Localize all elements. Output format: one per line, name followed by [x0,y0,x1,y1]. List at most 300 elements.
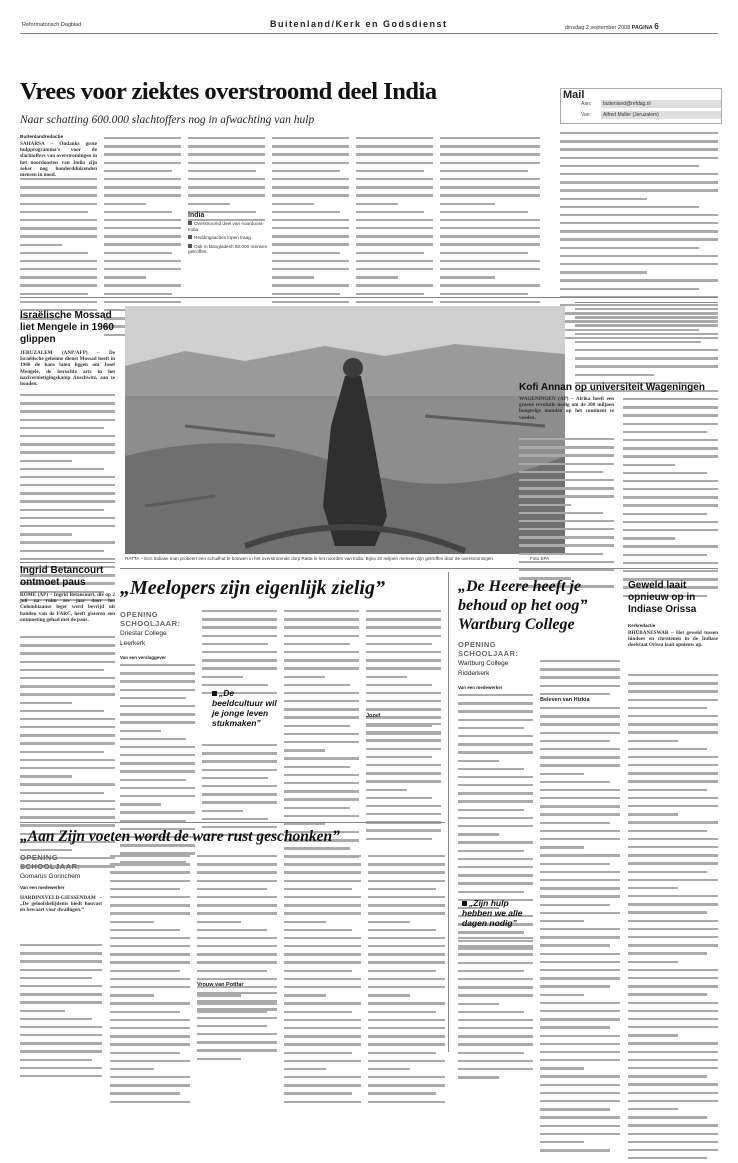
text-line [628,764,718,770]
text-line [20,1034,102,1040]
text-line [560,198,718,204]
text-line [284,635,359,641]
text-line [560,148,718,154]
text-line [628,1002,718,1008]
text-line [458,1052,533,1058]
text-line [440,284,540,290]
text-line [560,263,718,269]
text-line [440,268,540,274]
text-line [540,887,620,893]
text-line [540,707,620,713]
text-line [20,443,115,449]
text-line [628,1149,718,1155]
text-line [284,1043,361,1049]
text-line [120,754,195,760]
text-line [519,512,614,518]
text-line [202,651,277,657]
text-line [458,800,533,806]
rust-col-3b [197,990,277,1050]
text-line [110,1076,190,1082]
text-line [623,554,718,560]
annan-col-1 [519,436,614,556]
text-line [628,977,718,983]
text-line [202,744,277,750]
text-line [272,219,349,225]
text-line [20,541,115,547]
text-line [366,618,441,624]
text-line [458,1035,533,1041]
text-line [202,635,277,641]
text-line [575,357,718,363]
text-line [120,680,195,686]
text-line [368,888,445,894]
text-line [20,550,115,556]
text-line [188,162,265,168]
text-line [104,284,181,290]
text-line [628,944,718,950]
text-line [623,529,718,535]
text-line [197,937,277,943]
text-line [284,1060,361,1066]
text-line [202,769,277,775]
photo-caption: RATTA – Een Indiase man probeert een schuilhut te bouwen in het overstroomde dorp Ratta in het noorden van India. Bijna 20 miljoen mensen zijn getroffen door de overstromingen. [125,556,495,561]
lead-col-6 [440,135,540,292]
text-line [560,271,718,277]
text-line [575,374,718,380]
text-line [540,781,620,787]
text-line [284,961,361,967]
text-line [284,757,359,763]
text-line [540,863,620,869]
text-line [284,994,361,1000]
text-line [197,896,277,902]
text-line [110,945,190,951]
text-line [540,1116,620,1122]
text-line [623,480,718,486]
text-line [284,1035,361,1041]
text-line [104,235,181,241]
text-line [356,153,433,159]
text-line [272,243,349,249]
text-line [366,692,441,698]
text-line [284,790,359,796]
text-line [628,1133,718,1139]
text-line [628,1124,718,1130]
text-line [197,1049,277,1055]
text-line [356,260,433,266]
text-line [440,186,540,192]
text-line [540,846,620,852]
text-line [368,904,445,910]
meelopers-col-2a [202,608,277,682]
text-line [120,713,195,719]
text-line [197,945,277,951]
text-line [540,732,620,738]
text-line [540,904,620,910]
text-line [20,410,115,416]
text-line [519,536,614,542]
text-line [458,825,533,831]
text-line [20,969,102,975]
text-line [104,227,181,233]
text-line [20,178,97,184]
text-line [104,186,181,192]
text-line [197,904,277,910]
india-box-title: India [188,212,205,219]
text-line [540,1026,620,1032]
text-line [575,349,718,355]
text-line [560,247,718,253]
text-line [284,626,359,632]
orissa-headline: Geweld laait opnieuw op in Indiase Orissa [628,580,697,615]
text-line [272,235,349,241]
text-line [20,500,115,506]
text-line [284,855,361,861]
text-line [366,635,441,641]
text-line [368,970,445,976]
text-line [575,324,718,330]
text-line [560,230,718,236]
text-line [20,742,115,748]
text-line [104,145,181,151]
text-line [104,137,181,143]
betancourt-dateline: ROME (AP) – Ingrid Betancourt, die op 2 juli na ruim zes jaar door het Colombiaanse leger werd bevrijd uit handen van de FARC, heeft gisteren een ontmoeting gehad met de paus. [20,592,115,623]
text-line [284,807,359,813]
text-line [458,809,533,815]
text-line [628,1051,718,1057]
orissa-body [628,672,718,1050]
heere-col-1a [458,692,533,892]
text-line [104,252,181,258]
text-line [356,243,433,249]
text-line [272,227,349,233]
text-line [458,735,533,741]
text-line [458,817,533,823]
text-line [20,734,115,740]
text-line [20,985,102,991]
text-line [120,762,195,768]
text-line [110,871,190,877]
text-line [628,699,718,705]
text-line [628,895,718,901]
text-line [110,970,190,976]
text-line [628,928,718,934]
heere-school: Wartburg College [458,660,509,667]
text-line [560,222,718,228]
text-line [120,664,195,670]
text-line [368,1060,445,1066]
text-line [440,211,540,217]
text-line [110,1068,190,1074]
text-line [540,953,620,959]
text-line [120,689,195,695]
text-line [284,676,359,682]
text-line [628,789,718,795]
text-line [628,1067,718,1073]
text-line [202,793,277,799]
text-line [20,718,115,724]
text-line [540,920,620,926]
text-line [202,801,277,807]
text-line [440,219,540,225]
text-line [110,1060,190,1066]
text-line [623,545,718,551]
text-line [110,896,190,902]
text-line [197,1041,277,1047]
text-line [560,173,718,179]
text-line [540,715,620,721]
text-line [284,888,361,894]
text-line [575,316,718,322]
text-line [628,1092,718,1098]
rust-opening-label: OPENING SCHOOLJAAR: [20,853,81,871]
text-line [628,993,718,999]
text-line [104,153,181,159]
text-line [284,651,359,657]
text-line [20,693,115,699]
text-line [104,203,181,209]
text-line [197,929,277,935]
text-line [440,276,540,282]
text-line [20,284,97,290]
text-line [458,858,533,864]
text-line [560,140,718,146]
text-line [284,929,361,935]
mail-col [560,130,718,294]
text-line [284,766,359,772]
text-line [540,936,620,942]
text-line [284,1084,361,1090]
text-line [272,186,349,192]
text-line [110,1027,190,1033]
text-line [356,186,433,192]
text-line [628,707,718,713]
text-line [540,789,620,795]
text-line [628,797,718,803]
text-line [20,394,115,400]
text-line [368,1011,445,1017]
text-line [284,733,359,739]
text-line [623,521,718,527]
text-line [272,162,349,168]
text-line [197,880,277,886]
text-line [366,700,441,706]
text-line [540,1035,620,1041]
section-title: Buitenland/Kerk en Godsdienst [270,19,448,29]
text-line [623,537,718,543]
text-line [20,509,115,515]
text-line [368,863,445,869]
lead-col-4 [272,135,349,292]
text-line [20,1075,102,1081]
text-line [366,772,441,778]
text-line [20,451,115,457]
rust-headline: „Aan Zijn voeten wordt de ware rust geschonken” [20,828,340,845]
text-line [440,153,540,159]
text-line [356,203,433,209]
text-line [540,1075,620,1081]
paper-name: Reformatorisch Dagblad [22,22,82,28]
text-line [628,1083,718,1089]
text-line [197,871,277,877]
text-line [560,238,718,244]
annan-rule [575,302,718,303]
text-line [110,1019,190,1025]
text-line [540,994,620,1000]
text-line [20,1018,102,1024]
text-line [628,871,718,877]
text-line [458,994,533,1000]
text-line [20,533,115,539]
bottom-rule [20,822,445,823]
text-line [110,986,190,992]
text-line [202,626,277,632]
text-line [20,710,115,716]
text-line [575,365,718,371]
text-line [440,145,540,151]
text-line [458,833,533,839]
text-line [20,227,97,233]
text-line [368,986,445,992]
text-line [458,1019,533,1025]
meelopers-opening-label: OPENING SCHOOLJAAR: [120,610,181,628]
text-line [519,463,614,469]
text-line [202,667,277,673]
annan-col-2 [623,396,718,556]
text-line [458,891,533,897]
text-line [356,235,433,241]
text-line [104,268,181,274]
text-line [356,178,433,184]
text-line [284,1027,361,1033]
rust-subhead: Vrouw van Potifar [197,982,244,988]
text-line [284,610,359,616]
rust-col-2 [110,853,190,1050]
heere-subhead: Beleven van Hizkia [540,697,590,703]
text-line [623,455,718,461]
text-line [368,1027,445,1033]
text-line [540,1149,620,1155]
rust-dateline: HARDINXVELD-GIESSENDAM – „De geloofsbelijdenis biedt houvast en bewaart voor dwalingen.” [20,895,102,914]
text-line [284,978,361,984]
text-line [628,772,718,778]
text-line [20,759,115,765]
text-line [284,798,359,804]
rust-school: Gomarus Gorinchem [20,873,81,880]
text-line [284,643,359,649]
mossad-rule [20,562,115,563]
text-line [458,874,533,880]
lead-subhead: Naar schatting 600.000 slachtoffers nog in afwachting van hulp [20,114,315,126]
text-line [356,145,433,151]
text-line [356,211,433,217]
text-line [458,1076,533,1082]
text-line [284,937,361,943]
text-line [368,978,445,984]
text-line [104,211,181,217]
text-line [120,770,195,776]
text-line [540,797,620,803]
text-line [628,674,718,680]
text-line [20,468,115,474]
text-line [20,460,115,466]
text-line [20,219,97,225]
heere-col-1b [458,935,533,1050]
text-line [623,447,718,453]
text-line [202,618,277,624]
text-line [284,659,359,665]
lead-col-2 [104,135,181,292]
text-line [628,805,718,811]
meelopers-pullquote: „De beeldcultuur wil je jonge leven stukmaken” [212,688,277,728]
meelopers-location: Leerkerk [120,640,146,647]
text-line [202,659,277,665]
text-line [110,994,190,1000]
text-line [272,178,349,184]
text-line [368,1076,445,1082]
text-line [628,862,718,868]
text-line [284,871,361,877]
text-line [628,903,718,909]
text-line [519,454,614,460]
text-line [20,186,97,192]
text-line [20,427,115,433]
text-line [458,727,533,733]
text-line [628,920,718,926]
text-line [110,1011,190,1017]
text-line [628,1075,718,1081]
text-line [540,1084,620,1090]
text-line [366,676,441,682]
text-line [20,767,115,773]
text-line [623,439,718,445]
text-line [366,723,441,729]
text-line [540,1067,620,1073]
text-line [623,472,718,478]
text-line [202,760,277,766]
text-line [458,1060,533,1066]
text-line [20,792,115,798]
text-line [458,760,533,766]
text-line [540,895,620,901]
text-line [540,668,620,674]
text-line [540,879,620,885]
text-line [440,252,540,258]
text-line [120,787,195,793]
text-line [284,986,361,992]
flood-photo [125,306,565,554]
text-line [284,945,361,951]
text-line [458,1011,533,1017]
meelopers-col-1 [120,662,195,817]
text-line [110,953,190,959]
mail-from-label: Van: [581,112,591,118]
text-line [284,1011,361,1017]
text-line [540,676,620,682]
text-line [356,268,433,274]
text-line [20,1001,102,1007]
text-line [366,667,441,673]
text-line [368,896,445,902]
text-line [20,235,97,241]
text-line [458,953,533,959]
text-line [284,692,359,698]
text-line [284,912,361,918]
text-line [20,203,97,209]
text-line [20,301,97,307]
text-line [197,855,277,861]
text-line [628,854,718,860]
